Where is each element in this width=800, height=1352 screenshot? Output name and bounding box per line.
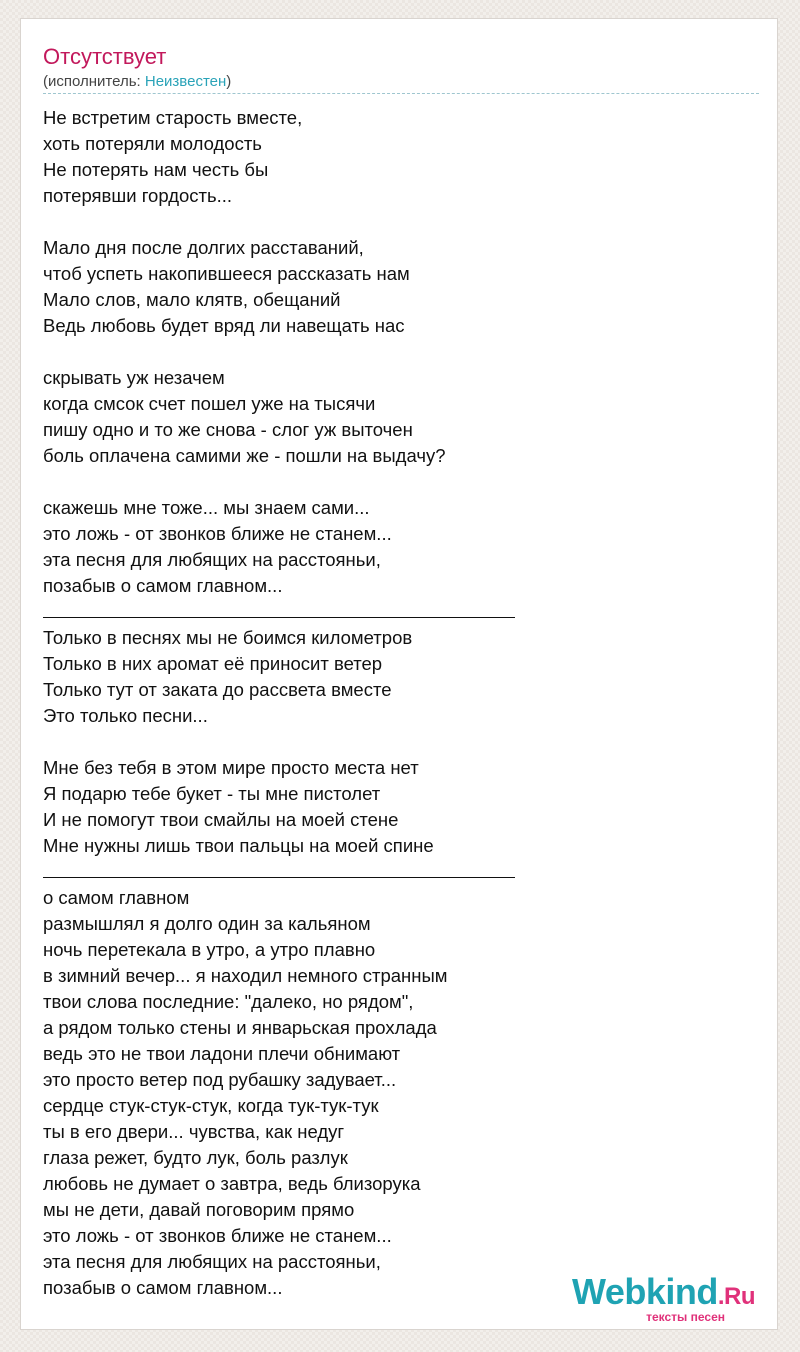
lyric-line: Мало слов, мало клятв, обещаний — [43, 289, 341, 310]
lyric-line: размышлял я долго один за кальяном — [43, 913, 371, 934]
lyric-line: Мне нужны лишь твои пальцы на моей спине — [43, 835, 434, 856]
section-divider — [43, 592, 515, 618]
lyric-line: ведь это не твои ладони плечи обнимают — [43, 1043, 401, 1064]
stanza — [43, 235, 763, 339]
lyric-line: Мало дня после долгих расставаний, — [43, 237, 364, 258]
lyric-line: Я подарю тебе букет - ты мне пистолет — [43, 783, 381, 804]
stanza — [43, 625, 763, 729]
lyric-line: ночь перетекала в утро, а утро плавно — [43, 939, 376, 960]
lyric-line: Мне без тебя в этом мире просто места нет — [43, 757, 419, 778]
lyric-line: это просто ветер под рубашку задувает... — [43, 1069, 397, 1090]
section-divider — [43, 852, 515, 878]
lyric-line: сердце стук-стук-стук, когда тук-тук-тук — [43, 1095, 379, 1116]
lyric-line: скрывать уж незачем — [43, 367, 225, 388]
artist-line — [43, 73, 231, 91]
artist-link[interactable]: Неизвестен — [144, 73, 227, 90]
lyric-line: Только тут от заката до рассвета вместе — [43, 679, 392, 700]
lyric-line: глаза режет, будто лук, боль разлук — [43, 1147, 348, 1168]
stanza-gap — [43, 729, 763, 755]
lyric-line: мы не дети, давай поговорим прямо — [43, 1199, 355, 1220]
lyric-line: Только в песнях мы не боимся километров — [43, 627, 413, 648]
lyric-line: хоть потеряли молодость — [43, 133, 262, 154]
lyric-line: Ведь любовь будет вряд ли навещать нас — [43, 315, 405, 336]
lyric-line: Это только песни... — [43, 705, 208, 726]
lyric-line: Только в них аромат её приносит ветер — [43, 653, 383, 674]
artist-prefix: (исполнитель: — [43, 73, 145, 90]
lyric-line: И не помогут твои смайлы на моей стене — [43, 809, 399, 830]
song-title: Отсутствует — [43, 44, 167, 69]
lyric-line: эта песня для любящих на расстояньи, — [43, 549, 381, 570]
lyrics-card — [20, 18, 778, 1330]
lyric-line: скажешь мне тоже... мы знаем сами... — [43, 497, 370, 518]
logo-tagline: тексты песен — [646, 1310, 725, 1324]
site-logo[interactable] — [571, 1271, 755, 1324]
lyric-line: чтоб успеть накопившееся рассказать нам — [43, 263, 410, 284]
lyric-line: это ложь - от звонков ближе не станем... — [43, 1225, 392, 1246]
lyric-line: пишу одно и то же снова - слог уж выточен — [43, 419, 413, 440]
logo-wordmark — [571, 1271, 755, 1315]
stanza-gap — [43, 339, 763, 365]
stanza — [43, 495, 763, 599]
logo-name: Webkind — [571, 1271, 718, 1312]
lyric-line: позабыв о самом главном... — [43, 575, 283, 596]
lyric-line: это ложь - от звонков ближе не станем... — [43, 523, 392, 544]
lyric-line: Не потерять нам честь бы — [43, 159, 269, 180]
lyric-line: о самом главном — [43, 887, 190, 908]
stanza — [43, 365, 763, 469]
lyric-line: любовь не думает о завтра, ведь близорука — [43, 1173, 421, 1194]
lyric-line: эта песня для любящих на расстояньи, — [43, 1251, 381, 1272]
stanza-gap — [43, 469, 763, 495]
lyric-line: твои слова последние: "далеко, но рядом", — [43, 991, 414, 1012]
logo-tld: .Ru — [717, 1283, 755, 1310]
stanza-gap — [43, 209, 763, 235]
artist-suffix: ) — [226, 73, 232, 90]
lyric-line: когда смсок счет пошел уже на тысячи — [43, 393, 376, 414]
lyric-line: позабыв о самом главном... — [43, 1277, 283, 1298]
lyric-line: Не встретим старость вместе, — [43, 107, 303, 128]
lyric-line: а рядом только стены и январьская прохлада — [43, 1017, 437, 1038]
stanza — [43, 885, 763, 1301]
lyric-line: потерявши гордость... — [43, 185, 233, 206]
stanza — [43, 105, 763, 209]
lyric-line: ты в его двери... чувства, как недуг — [43, 1121, 345, 1142]
lyric-line: боль оплачена самими же - пошли на выдачу? — [43, 445, 446, 466]
lyric-line: в зимний вечер... я находил немного странным — [43, 965, 448, 986]
lyrics-body — [43, 105, 763, 1301]
header-divider — [43, 93, 759, 94]
stanza — [43, 755, 763, 859]
